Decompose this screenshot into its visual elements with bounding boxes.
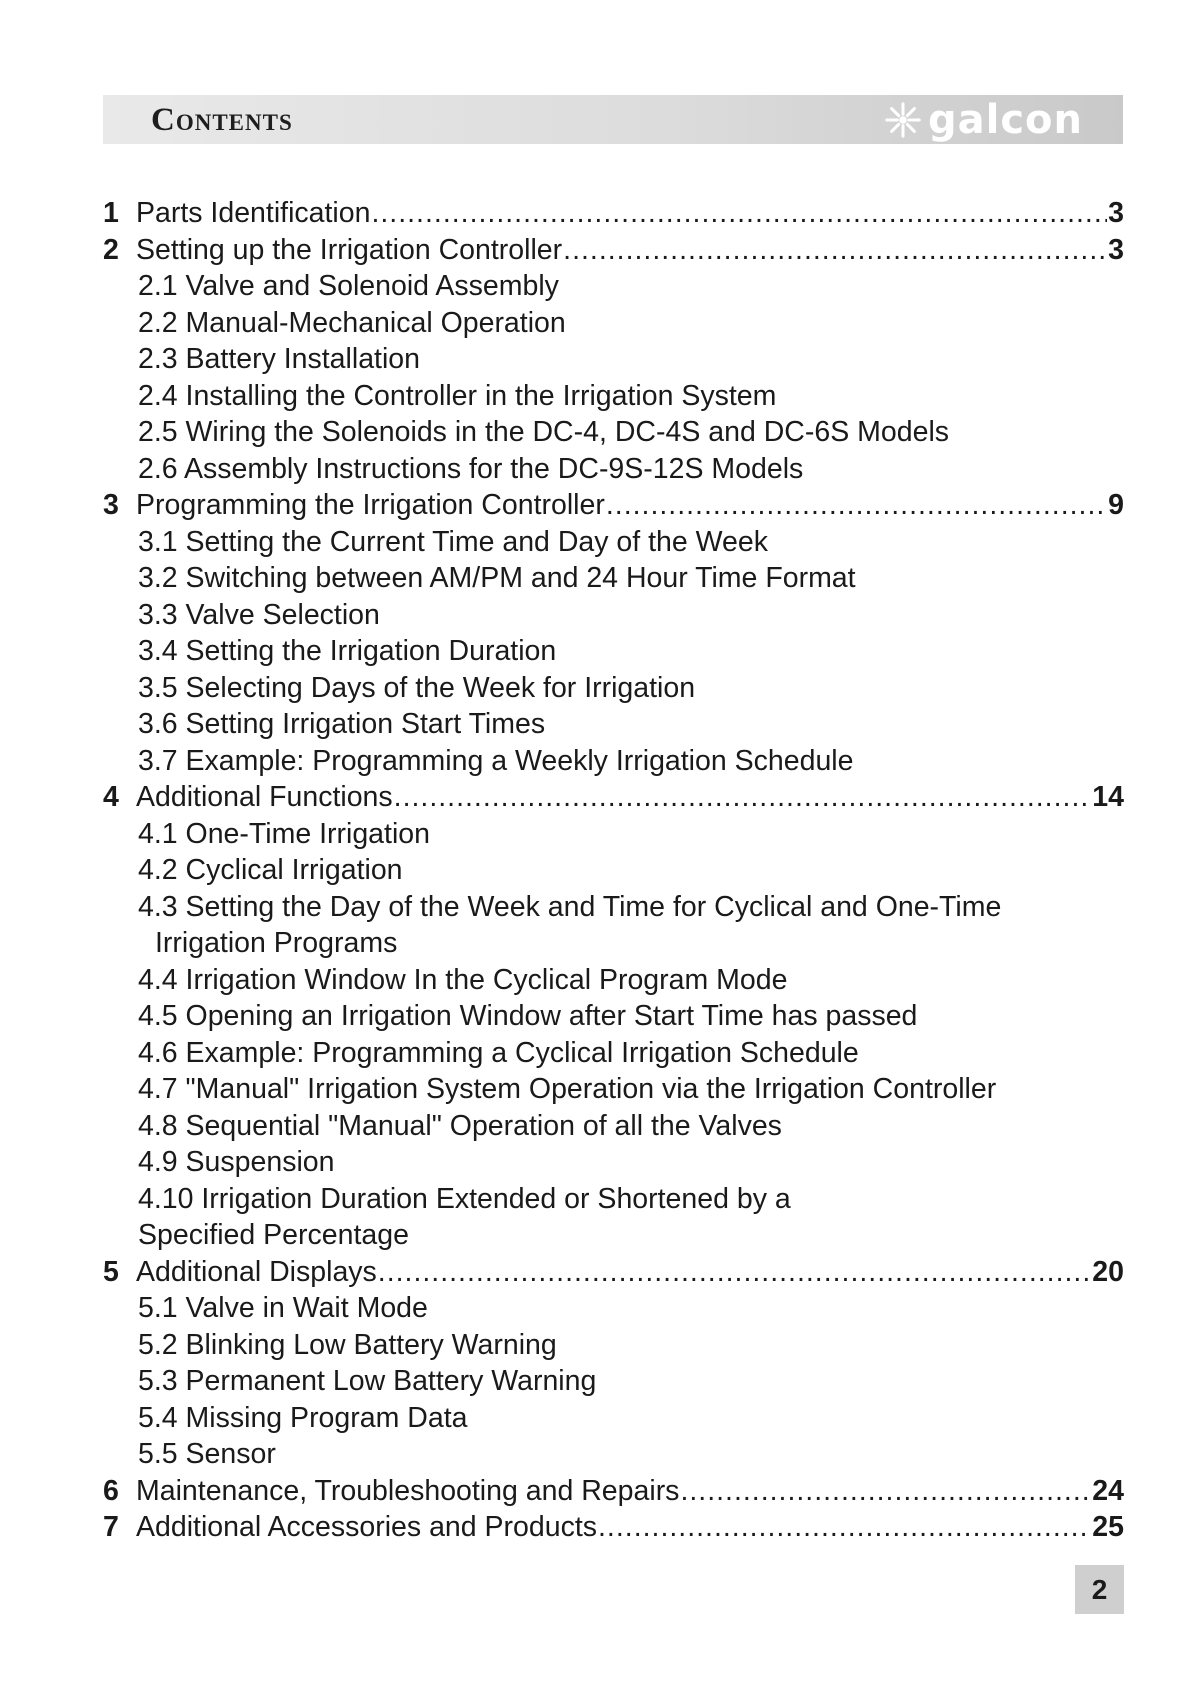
dot-leader: [680, 1473, 1091, 1510]
dot-leader: [598, 1509, 1091, 1546]
brand-name: galcon: [927, 96, 1083, 143]
chapter-page-number: 9: [1108, 489, 1124, 521]
toc-subsection: 2.3 Battery Installation: [138, 343, 420, 375]
chapter-title: Programming the Irrigation Controller: [136, 489, 605, 521]
chapter-title: Maintenance, Troubleshooting and Repairs: [136, 1474, 680, 1507]
toc-subsection: 4.6 Example: Programming a Cyclical Irrigation Schedule: [138, 1036, 859, 1069]
chapter-number: 7: [103, 1511, 119, 1543]
toc-chapter-4: [103, 779, 1124, 816]
chapter-number: 6: [103, 1474, 119, 1507]
chapter-number: 5: [103, 1255, 119, 1288]
chapter-number: 4: [103, 781, 119, 813]
toc-subsection: 2.2 Manual-Mechanical Operation: [138, 306, 566, 339]
chapter-title: Additional Displays: [136, 1255, 377, 1288]
chapter-page-number: 3: [1108, 233, 1124, 266]
brand-logo: [884, 95, 1083, 144]
toc-subsection: 5.3 Permanent Low Battery Warning: [138, 1365, 597, 1397]
toc-chapter-3: [103, 487, 1124, 524]
toc-chapter-1: [103, 195, 1124, 232]
page-title: Contents: [151, 102, 293, 138]
toc-chapter-5: [103, 1254, 1124, 1291]
dot-leader: [371, 195, 1107, 232]
toc-subsection: 3.4 Setting the Irrigation Duration: [138, 635, 557, 667]
toc-subsection: 3.1 Setting the Current Time and Day of the Week: [138, 525, 768, 558]
chapter-page-number: 25: [1092, 1511, 1124, 1543]
table-of-contents: [103, 195, 1124, 1546]
toc-subsection: 2.5 Wiring the Solenoids in the DC-4, DC-4S and DC-6S Models: [138, 416, 950, 448]
toc-subsection: 4.8 Sequential "Manual" Operation of all the Valves: [138, 1109, 782, 1142]
toc-subsection: 4.1 One-Time Irrigation: [138, 817, 430, 850]
toc-subsection: 4.9 Suspension: [138, 1146, 335, 1178]
chapter-number: 3: [103, 489, 119, 521]
chapter-title: Additional Functions: [136, 781, 393, 813]
toc-subsection: 5.4 Missing Program Data: [138, 1401, 468, 1434]
toc-subsection: 4.10 Irrigation Duration Extended or Shortened by a: [138, 1182, 791, 1215]
chapter-page-number: 3: [1108, 197, 1124, 229]
toc-subsection: 5.5 Sensor: [138, 1438, 276, 1470]
toc-subsection: 4.7 "Manual" Irrigation System Operation via the Irrigation Controller: [138, 1073, 997, 1105]
toc-subsection: 3.3 Valve Selection: [138, 598, 380, 631]
toc-subsection: 5.1 Valve in Wait Mode: [138, 1292, 428, 1324]
toc-subsection: 3.6 Setting Irrigation Start Times: [138, 708, 546, 740]
toc-subsection: 3.5 Selecting Days of the Week for Irrigation: [138, 671, 696, 704]
toc-subsection: 4.2 Cyclical Irrigation: [138, 854, 403, 886]
chapter-title: Additional Accessories and Products: [136, 1511, 598, 1543]
dot-leader: [394, 779, 1092, 816]
sun-flower-logo-icon: [884, 101, 922, 139]
dot-leader: [378, 1254, 1092, 1291]
chapter-page-number: 14: [1092, 781, 1124, 813]
toc-subsection: Specified Percentage: [138, 1219, 409, 1251]
chapter-page-number: 20: [1092, 1255, 1124, 1288]
toc-subsection: Irrigation Programs: [155, 927, 398, 959]
toc-chapter-7: [103, 1509, 1124, 1546]
toc-subsection: 5.2 Blinking Low Battery Warning: [138, 1328, 557, 1361]
toc-subsection: 4.3 Setting the Day of the Week and Time for Cyclical and One-Time: [138, 890, 1002, 923]
toc-subsection: 2.4 Installing the Controller in the Irrigation System: [138, 379, 777, 412]
chapter-number: 2: [103, 233, 119, 266]
toc-subsection: 3.2 Switching between AM/PM and 24 Hour Time Format: [138, 562, 856, 594]
toc-subsection: 4.4 Irrigation Window In the Cyclical Program Mode: [138, 963, 788, 996]
toc-subsection: 2.6 Assembly Instructions for the DC-9S-12S Models: [138, 452, 804, 485]
chapter-number: 1: [103, 197, 119, 229]
chapter-title: Parts Identification: [136, 197, 371, 229]
toc-subsection: 4.5 Opening an Irrigation Window after Start Time has passed: [138, 1000, 918, 1032]
toc-chapter-2: [103, 232, 1124, 269]
toc-subsection: 3.7 Example: Programming a Weekly Irrigation Schedule: [138, 744, 854, 777]
chapter-title: Setting up the Irrigation Controller: [136, 233, 563, 266]
dot-leader: [563, 232, 1107, 269]
page-number: 2: [1075, 1565, 1124, 1614]
header-band: [103, 95, 1123, 144]
chapter-page-number: 24: [1092, 1474, 1124, 1507]
toc-chapter-6: [103, 1473, 1124, 1510]
dot-leader: [606, 487, 1107, 524]
toc-subsection: 2.1 Valve and Solenoid Assembly: [138, 270, 559, 302]
